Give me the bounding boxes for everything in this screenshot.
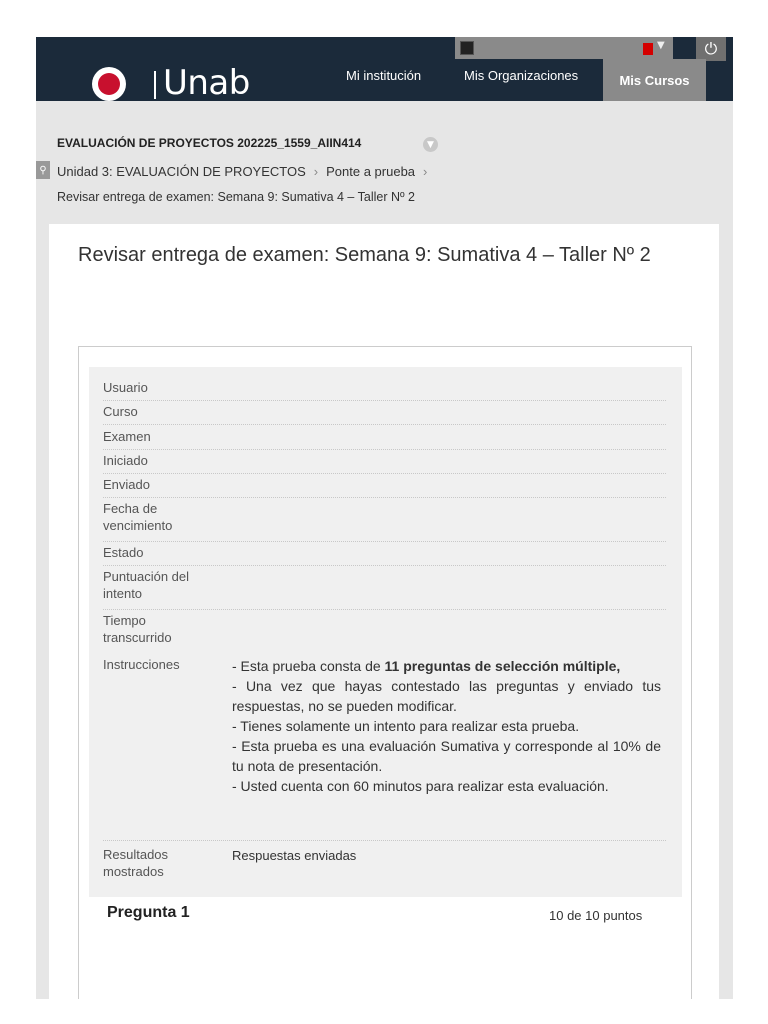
detail-label: Enviado — [103, 477, 150, 492]
detail-label: Estado — [103, 545, 144, 560]
detail-row-fecha-vencimiento — [103, 500, 666, 542]
detail-row-enviado — [103, 476, 666, 498]
detail-row-examen — [103, 428, 666, 450]
unab-logo-mark — [98, 73, 120, 95]
detail-row-curso — [103, 403, 666, 425]
detail-label: Tiempo transcurrido — [103, 613, 172, 645]
unab-logo-icon[interactable] — [92, 67, 126, 101]
instructions-text — [232, 656, 661, 796]
detail-row-puntuacion — [103, 568, 666, 610]
app-frame — [36, 37, 733, 999]
attempt-panel — [78, 346, 692, 999]
course-menu-chevron-icon[interactable]: ▼ — [423, 137, 438, 152]
course-title[interactable]: EVALUACIÓN DE PROYECTOS 202225_1559_AIIN414 — [57, 136, 362, 150]
question-points: 10 de 10 puntos — [549, 908, 643, 923]
logo-text[interactable]: Unab — [163, 63, 250, 103]
nav-mis-cursos[interactable]: Mis Cursos — [603, 59, 706, 101]
resultados-value: Respuestas enviadas — [232, 848, 357, 863]
detail-label: Puntuación del intento — [103, 569, 190, 601]
breadcrumb-ponte-a-prueba[interactable]: Ponte a prueba — [326, 164, 416, 179]
instructions-line-2: - Una vez que hayas contestado las preguntas y enviado tus respuestas, no se pueden modificar. — [232, 678, 661, 714]
breadcrumb-current: Revisar entrega de examen: Semana 9: Sumativa 4 – Taller Nº 2 — [57, 190, 415, 204]
instructions-line-1: - Esta prueba consta de — [232, 658, 385, 674]
user-menu-bar[interactable] — [455, 37, 673, 59]
link-icon[interactable]: ⚲ — [36, 161, 50, 179]
user-avatar-icon — [460, 41, 474, 55]
breadcrumb-unidad-3[interactable]: Unidad 3: EVALUACIÓN DE PROYECTOS — [57, 164, 306, 179]
detail-label: Fecha de vencimiento — [103, 501, 173, 533]
breadcrumb-separator-icon: › — [423, 164, 428, 179]
nav-mis-organizaciones[interactable]: Mis Organizaciones — [464, 68, 579, 83]
breadcrumb — [57, 164, 435, 179]
instructions-line-1-bold: 11 preguntas de selección múltiple, — [384, 658, 621, 674]
logout-button[interactable] — [696, 37, 726, 61]
detail-label: Instrucciones — [103, 657, 180, 672]
detail-row-iniciado — [103, 452, 666, 474]
top-navigation-bar — [36, 37, 733, 101]
question-label: Pregunta 1 — [107, 904, 190, 921]
page-title: Revisar entrega de examen: Semana 9: Sumativa 4 – Taller Nº 2 — [78, 244, 651, 266]
detail-row-estado — [103, 544, 666, 566]
logo-divider — [154, 71, 156, 99]
detail-label: Iniciado — [103, 453, 148, 468]
detail-row-usuario — [103, 379, 666, 401]
nav-mi-institucion[interactable]: Mi institución — [346, 68, 422, 83]
detail-row-instrucciones — [103, 656, 666, 841]
detail-row-tiempo — [103, 612, 666, 654]
instructions-line-5: - Usted cuenta con 60 minutos para realizar esta evaluación. — [232, 778, 609, 794]
chevron-down-icon: ▼ — [657, 40, 665, 51]
main-content — [49, 224, 719, 999]
notification-flag-icon — [643, 43, 653, 55]
detail-label: Usuario — [103, 380, 148, 395]
detail-label: Curso — [103, 404, 138, 419]
instructions-line-4: - Esta prueba es una evaluación Sumativa y corresponde al 10% de tu nota de presentación. — [232, 738, 661, 774]
instructions-line-3: - Tienes solamente un intento para realizar esta prueba. — [232, 718, 580, 734]
detail-label: Resultados mostrados — [103, 847, 169, 879]
power-icon: ⏻ — [704, 39, 718, 58]
breadcrumb-separator-icon: › — [313, 164, 319, 179]
attempt-details — [89, 367, 682, 897]
detail-row-resultados — [103, 846, 666, 888]
detail-label: Examen — [103, 429, 151, 444]
